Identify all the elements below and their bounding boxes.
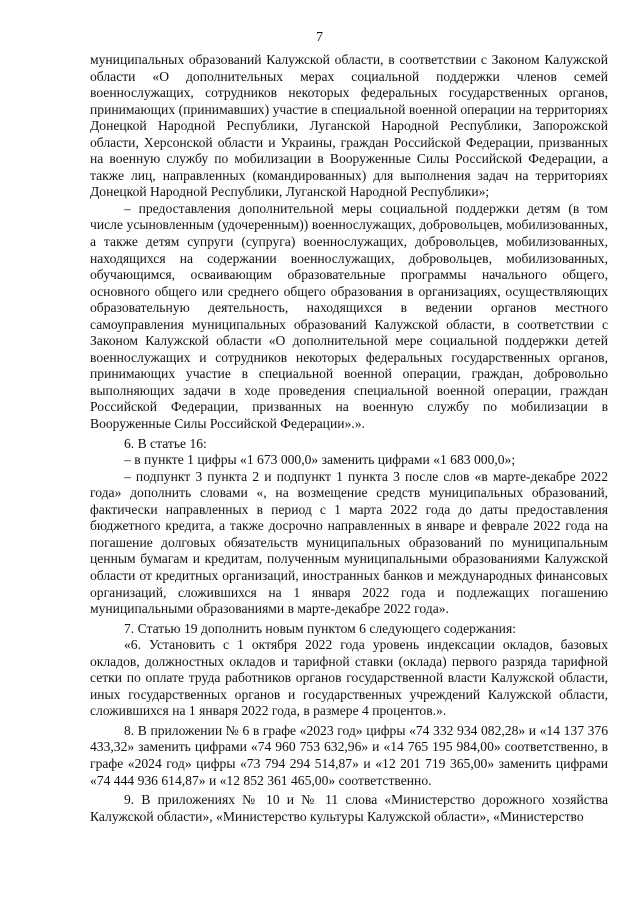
document-body [90, 52, 608, 825]
paragraph-children-support: – предоставления дополнительной меры социальной поддержки детям (в том числе усыновленным (удочеренным)) военнослужащих, добровольцев, мобилизованных, а также детям супруги (супруга) военнослужащих, добровольцев, мобилизованных, находящихся на содержании военнослужащих, добровольцев, мобилизованных, обучающимся, осваивающим образовательные программы начального общего, основного общего или среднего общего образования в организациях, осуществляющих образовательную деятельность, находящихся в ведении органов местного самоуправления муниципальных образований Калужской области, в соответствии с Законом Калужской области «О дополнительной мере социальной поддержки детей военнослужащих и сотрудников некоторых федеральных государственных органов, принимающих участие в специальной военной операции, граждан, добровольно выполняющих задачи в ходе проведения специальной военной операции, граждан Российской Федерации, призванных на военную службу по мобилизации в Вооруженные Силы Российской Федерации».». [90, 200, 608, 432]
paragraph-appendix-6: 8. В приложении № 6 в графе «2023 год» цифры «74 332 934 082,28» и «14 137 376 433,32» заменить цифрами «74 960 753 632,96» и «14 765 195 984,00» соответственно, в графе «2024 год» цифры «73 794 294 514,87» и «12 201 719 365,00» заменить цифрами «74 444 936 614,87» и «12 852 361 465,00» соответственно. [90, 722, 608, 788]
paragraph-article-19: 7. Статью 19 дополнить новым пунктом 6 следующего содержания: [124, 620, 516, 636]
paragraph-appendix-10-11: 9. В приложениях № 10 и № 11 слова «Министерство дорожного хозяйства Калужской области», «Министерство культуры Калужской области», «Министерство [90, 792, 608, 824]
paragraph-subclause-3: – подпункт 3 пункта 2 и подпункт 1 пункта 3 после слов «в марте-декабре 2022 года» дополнить словами «, на возмещение средств муниципальных образований, фактически направленных в период с 1 марта 2022 года до даты предоставления бюджетного кредита, а также досрочно направленных в январе и феврале 2022 года на погашение долговых обязательств муниципальных образований по муниципальным ценным бумагам и кредитам, полученным муниципальными образованиями Калужской области от кредитных организаций, иностранных банков и международных финансовых организаций, сложившихся на 1 января 2022 года и подлежащих погашению муниципальными образованиями в марте-декабре 2022 года». [90, 468, 608, 617]
paragraph-clause-1: – в пункте 1 цифры «1 673 000,0» заменить цифрами «1 683 000,0»; [124, 452, 516, 468]
page-number: 7 [316, 30, 323, 45]
paragraph-continuation: муниципальных образований Калужской области, в соответствии с Законом Калужской области «О дополнительных мерах социальной поддержки членов семей военнослужащих, сотрудников некоторых федеральных государственных органов, принимающих (принимавших) участие в специальной военной операции на территориях Донецкой Народной Республики, Луганской Народной Республики, Запорожской области, Херсонской области и Украины, граждан Российской Федерации, призванных на военную службу по мобилизации в Вооруженные Силы Российской Федерации, а также лиц, направленных (командированных) для выполнения задач на территориях Донецкой Народной Республики, Луганской Народной Республики»; [90, 52, 608, 200]
paragraph-article-16: 6. В статье 16: [124, 435, 207, 451]
paragraph-indexation: «6. Установить с 1 октября 2022 года уровень индексации окладов, базовых окладов, должностных окладов и тарифной ставки (оклада) первого разряда тарифной сетки по оплате труда работников органов государственной власти Калужской области, иных государственных органов и государственных учреждений Калужской области, сложившихся на 1 января 2022 года, в размере 4 процентов.». [90, 637, 608, 719]
